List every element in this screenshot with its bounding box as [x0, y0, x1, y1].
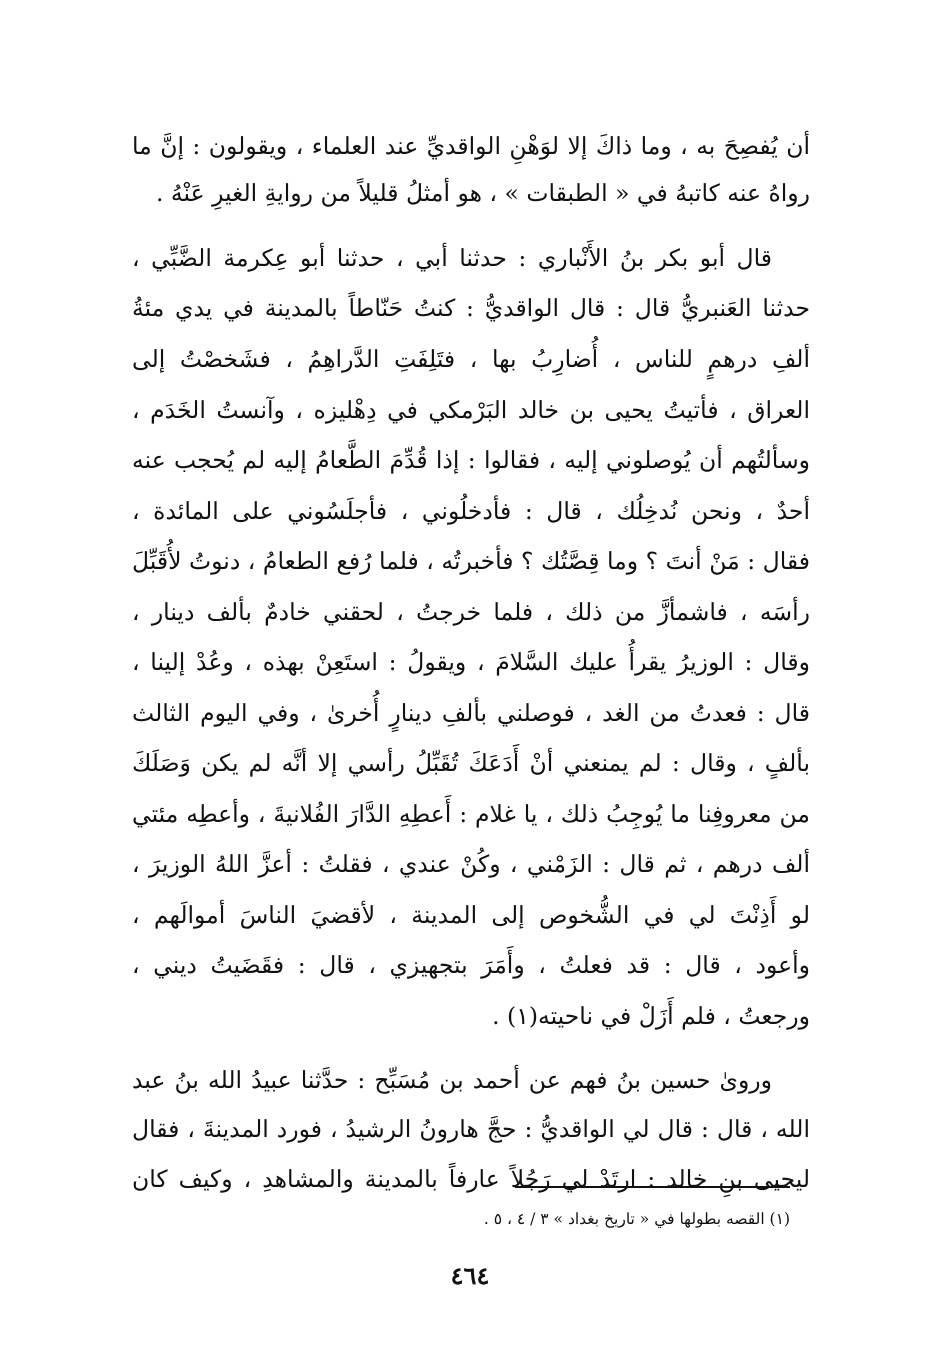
text-line: أن يُفصِحَ به ، وما ذاكَ إلا لوَهْنِ الواقديِّ عند العلماء ، ويقولون : إنَّ ما — [132, 132, 810, 160]
text-line: بألفٍ ، وقال : لم يمنعني أنْ أَدَعَكَ تُقَبِّلُ رأسي إلا أنَّه لم يكن وَصَلَكَ — [132, 749, 810, 777]
text-line: أحدٌ ، ونحن نُدخِلُك ، قال : فأدخلُوني ، فأجلَسُوني على المائدة ، — [132, 497, 810, 525]
text-line: العراق ، فأتيتُ يحيى بن خالد البَرْمكي في دِهْليزه ، وآنستُ الخَدَم ، — [132, 396, 810, 424]
text-line: وقال : الوزيرُ يقرأُ عليك السَّلامَ ، ويقولُ : استَعِنْ بهذه ، وعُدْ إلينا ، — [132, 648, 810, 676]
text-line: وسألتُهم أن يُوصلوني إليه ، فقالوا : إذا قُدِّمَ الطَّعامُ إليه لم يُحجب عنه — [132, 446, 810, 474]
text-line: حدثنا العَنبريُّ قال : قال الواقديُّ : كنتُ حَنّاطاً بالمدينة في يدي مئةُ — [132, 294, 810, 322]
text-line: وأعود ، قال : قد فعلتُ ، وأَمَرَ بتجهيزي ، قال : فقَضَيتُ ديني ، — [132, 951, 810, 979]
footnote: (١) القصه بطولها في « تاريخ بغداد » ٣ / ٤ ، ٥ . — [483, 1210, 790, 1228]
page-number: ٤٦٤ — [450, 1261, 490, 1290]
text-line: لو أَذِنْتَ لي في الشُّخوص إلى المدينة ، لأقضيَ الناسَ أموالَهم ، — [132, 901, 810, 929]
text-line: الله ، قال : قال لي الواقديُّ : حجَّ هارونُ الرشيدُ ، فورد المدينةَ ، فقال — [132, 1115, 810, 1143]
text-line: وروىٰ حسين بنُ فهم عن أحمد بن مُسَبِّح : حدَّثنا عبيدُ الله بنُ عبد — [132, 1066, 772, 1094]
footnote-separator — [515, 1186, 790, 1188]
text-line: من معروفِنا ما يُوجِبُ ذلك ، يا غلام : أَعطِهِ الدَّارَ الفُلانيةَ ، وأعطِه مئتي — [132, 800, 810, 828]
text-line: رأسَه ، فاشمأزَّ من ذلك ، فلما خرجتُ ، لحقني خادمٌ بألف دينار ، — [132, 598, 810, 626]
text-line: رواهُ عنه كاتبهُ في « الطبقات » ، هو أمثلُ قليلاً من روايةِ الغيرِ عَنْهُ . — [155, 179, 810, 207]
text-line: ألفِ درهمٍ للناس ، أُضارِبُ بها ، فتَلِفَتِ الدَّراهِمُ ، فشَخصْتُ إلى — [132, 345, 810, 373]
text-line: فقال : مَنْ أنتَ ؟ وما قِصَّتُك ؟ فأخبرتُه ، فلما رُفع الطعامُ ، دنوتُ لأُقَبِّلَ — [132, 547, 810, 575]
text-line: قال أبو بكر بنُ الأَنْباري : حدثنا أبي ، حدثنا أبو عِكرمة الضَّبِّي ، — [132, 244, 772, 272]
text-line: ليحيى بنِ خالد : ارتَدْ لي رَجُلاً عارفاً بالمدينة والمشاهدِ ، وكيف كان — [132, 1165, 810, 1193]
text-line: ورجعتُ ، فلم أَزَلْ في ناحيته(١) . — [492, 1002, 810, 1030]
text-line: ألف درهم ، ثم قال : الزَمْني ، وكُنْ عندي ، فقلتُ : أعزَّ اللهُ الوزيرَ ، — [132, 850, 810, 878]
text-line: قال : فعدتُ من الغد ، فوصلني بألفِ دينارٍ أُخرىٰ ، وفي اليوم الثالث — [132, 699, 810, 727]
